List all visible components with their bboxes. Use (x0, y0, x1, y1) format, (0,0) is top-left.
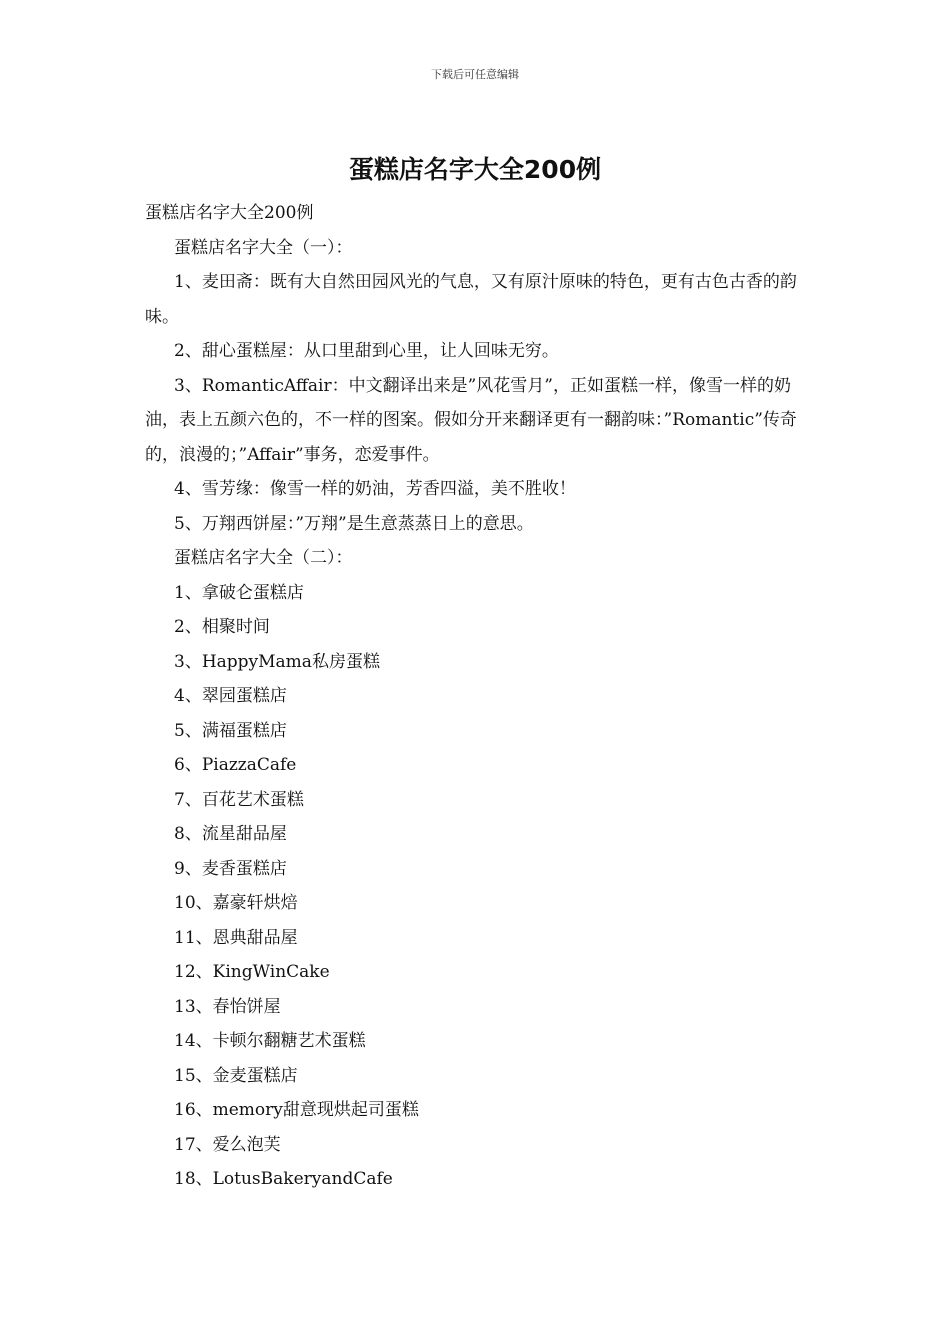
document-body (145, 196, 810, 1197)
paragraph: 蛋糕店名字大全200例 (145, 203, 314, 223)
paragraph: 4、翠园蛋糕店 (174, 686, 287, 706)
paragraph: 3、HappyMama私房蛋糕 (174, 651, 380, 672)
paragraph: 蛋糕店名字大全（二）： (174, 548, 353, 568)
paragraph: 17、爱么泡芙 (174, 1134, 281, 1155)
paragraph: 13、春怡饼屋 (174, 996, 281, 1017)
document-title: 蛋糕店名字大全200例 (348, 155, 602, 184)
paragraph: 1、麦田斋：既有大自然田园风光的气息，又有原汁原味的特色，更有古色古香的韵味。 (145, 272, 797, 327)
paragraph: 9、麦香蛋糕店 (174, 858, 287, 879)
paragraph: 8、流星甜品屋 (174, 824, 287, 844)
paragraph: 蛋糕店名字大全（一）： (174, 237, 353, 258)
paragraph: 12、KingWinCake (174, 962, 330, 982)
paragraph: 2、相聚时间 (174, 617, 270, 637)
paragraph: 6、PiazzaCafe (174, 755, 297, 775)
paragraph: 7、百花艺术蛋糕 (174, 789, 304, 810)
paragraph: 5、万翔西饼屋：”万翔”是生意蒸蒸日上的意思。 (174, 513, 534, 534)
paragraph: 11、恩典甜品屋 (174, 927, 298, 948)
paragraph: 3、RomanticAffair：中文翻译出来是”风花雪月”，正如蛋糕一样，像雪一样的奶油，表上五颜六色的，不一样的图案。假如分开来翻译更有一翻韵味：”Romantic”传奇的，浪漫的；”Affair”事务，恋爱事件。 (145, 375, 797, 465)
paragraph: 4、雪芳缘：像雪一样的奶油，芳香四溢，美不胜收！ (174, 479, 576, 499)
paragraph: 15、金麦蛋糕店 (174, 1065, 298, 1086)
paragraph: 16、memory甜意现烘起司蛋糕 (174, 1100, 419, 1120)
paragraph: 1、拿破仑蛋糕店 (174, 582, 304, 603)
paragraph: 5、满福蛋糕店 (174, 720, 287, 741)
paragraph: 18、LotusBakeryandCafe (174, 1169, 393, 1189)
paragraph: 14、卡顿尔翻糖艺术蛋糕 (174, 1031, 366, 1051)
paragraph: 10、嘉豪轩烘焙 (174, 893, 298, 913)
page-header: 下载后可任意编辑 (431, 68, 519, 81)
paragraph: 2、甜心蛋糕屋：从口里甜到心里，让人回味无穷。 (174, 341, 559, 361)
